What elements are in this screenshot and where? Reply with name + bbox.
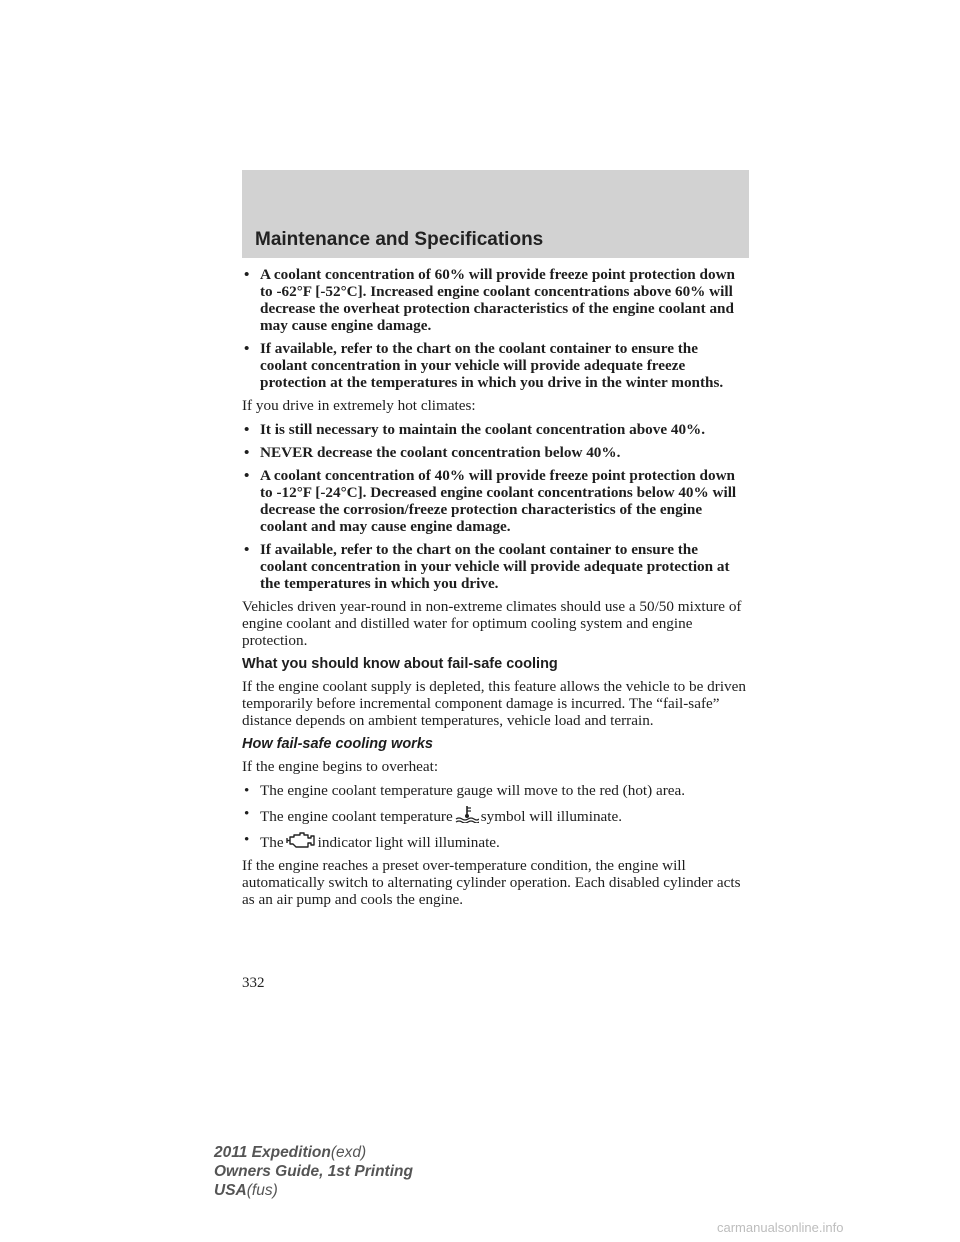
list-item: • The indicator light will illuminate. <box>244 831 500 851</box>
closing-paragraph: If the engine reaches a preset over-temperature condition, the engine will automatically switch to alternating cylinder operation. Each disabled cylinder acts as an air pump and cools the engine. <box>242 857 741 908</box>
page-content <box>242 266 747 915</box>
list-item: • The engine coolant temperature gauge will move to the red (hot) area. <box>244 782 686 799</box>
list-item: • The engine coolant temperature symbol will illuminate. <box>244 805 623 825</box>
page-number: 332 <box>242 975 265 991</box>
list-item: • A coolant concentration of 40% will provide freeze point protection down to -12°F [-24°C]. Decreased engine coolant concentrations below 40% will decrease the corrosion/freeze protection characteristics of the engine coolant and may cause engine damage. <box>244 467 737 535</box>
list-item: • It is still necessary to maintain the coolant concentration above 40%. <box>244 421 706 438</box>
page-title: Maintenance and Specifications <box>255 229 544 250</box>
footer-imprint: 2011 Expedition(exd) Owners Guide, 1st Printing USA(fus) <box>214 1144 413 1199</box>
list-item: • If available, refer to the chart on the coolant container to ensure the coolant concentration in your vehicle will provide adequate freeze protection at the temperatures in which you drive in the winter months. <box>244 340 724 391</box>
fail-safe-body: If the engine coolant supply is depleted, this feature allows the vehicle to be driven temporarily before incremental component damage is incurred. The “fail-safe” distance depends on ambient temperatures, vehicle load and terrain. <box>242 678 746 729</box>
list-item: • NEVER decrease the coolant concentration below 40%. <box>244 444 621 461</box>
coolant-temperature-icon <box>455 805 479 823</box>
check-engine-icon <box>286 831 316 849</box>
watermark: carmanualsonline.info <box>717 1220 844 1235</box>
hot-climates-lead: If you drive in extremely hot climates: <box>242 397 476 414</box>
list-item: • A coolant concentration of 60% will provide freeze point protection down to -62°F [-52°C]. Increased engine coolant concentrations above 60% will decrease the overheat protection characteristics of the engine coolant and may cause engine damage. <box>244 266 735 334</box>
non-extreme-paragraph: Vehicles driven year-round in non-extreme climates should use a 50/50 mixture of engine coolant and distilled water for optimum cooling system and engine protection. <box>242 598 742 649</box>
subsection-heading: How fail-safe cooling works <box>242 736 433 752</box>
section-heading: What you should know about fail-safe cooling <box>242 656 558 672</box>
overheat-lead: If the engine begins to overheat: <box>242 758 439 775</box>
list-item: • If available, refer to the chart on the coolant container to ensure the coolant concentration in your vehicle will provide adequate protection at the temperatures in which you drive. <box>244 541 730 592</box>
